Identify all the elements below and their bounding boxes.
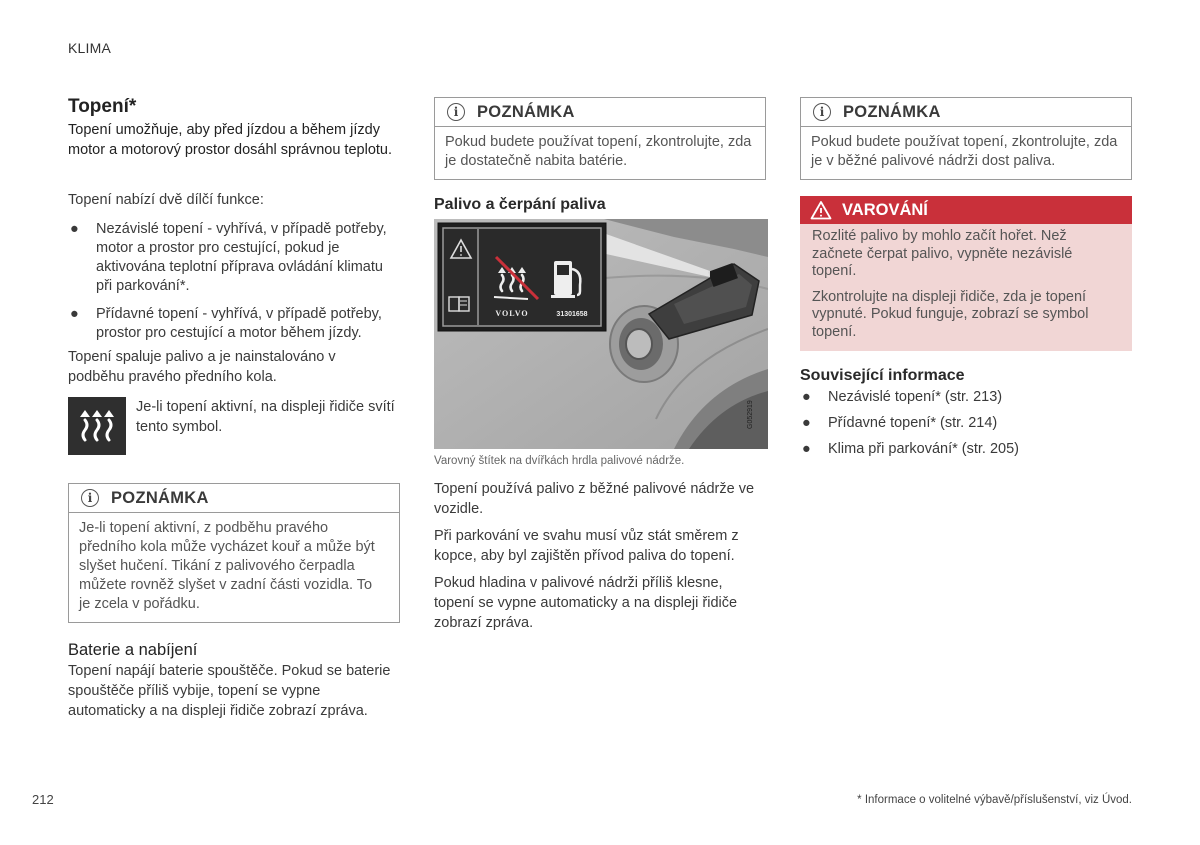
- footnote: * Informace o volitelné výbavě/příslušenství, viz Úvod.: [857, 794, 1132, 806]
- list-item: ● Nezávislé topení - vyhřívá, v případě potřeby, motor a prostor pro cestující, pokud je aktivována teplotní příprava ovládání klimatu při parkování*.: [70, 221, 387, 294]
- bullet-icon: ●: [70, 306, 79, 322]
- symbol-description: Je-li topení aktivní, na displeji řidiče svítí tento symbol.: [136, 399, 395, 435]
- intro-paragraph: Topení nabízí dvě dílčí funkce:: [68, 192, 264, 208]
- body-paragraph: Pokud hladina v palivové nádrži příliš klesne, topení se vypne automaticky a na displeji řidiče zobrazí zpráva.: [434, 575, 738, 631]
- related-link[interactable]: ● Nezávislé topení* (str. 213): [802, 389, 1003, 405]
- related-heading: Související informace: [800, 367, 965, 384]
- heater-symbol-icon: [68, 397, 126, 455]
- bullet-icon: ●: [802, 389, 811, 405]
- page-title: Topení*: [68, 96, 137, 117]
- lead-paragraph: Topení umožňuje, aby před jízdou a během jízdy motor a motorový prostor dosáhl správnou teplotu.: [68, 122, 392, 158]
- list-item: ● Přídavné topení - vyhřívá, v případě potřeby, prostor pro cestující a motor během jízdy.: [70, 306, 382, 341]
- fuel-door-image: [434, 219, 768, 449]
- warning-title: VAROVÁNÍ: [842, 200, 928, 219]
- image-caption: Varovný štítek na dvířkách hrdla palivové nádrže.: [434, 455, 685, 467]
- warning-box: [800, 196, 1132, 351]
- body-paragraph: Topení používá palivo z běžné palivové nádrže ve vozidle.: [434, 481, 755, 517]
- info-icon: i: [81, 489, 99, 507]
- page-number: 212: [32, 792, 54, 807]
- fuel-heading: Palivo a čerpání paliva: [434, 196, 606, 213]
- bullet-icon: ●: [802, 415, 811, 431]
- part-number-text: 31301658: [556, 311, 588, 318]
- related-list: [800, 387, 1132, 459]
- note-header: [801, 98, 1131, 127]
- bullet-icon: ●: [70, 221, 79, 237]
- note-body: Je-li topení aktivní, z podběhu pravého předního kola může vycházet kouř a může být slyšet hučení. Tikání z palivového čerpadla můžete rovněž slyšet v zadní části vozidla. To je zcela v pořádku.: [79, 520, 375, 612]
- note-title: POZNÁMKA: [843, 102, 941, 121]
- battery-heading: Baterie a nabíjení: [68, 641, 198, 659]
- info-icon: i: [813, 103, 831, 121]
- warning-paragraph: Rozlité palivo by mohlo začít hořet. Než začnete čerpat palivo, vypněte nezávislé topení.: [812, 228, 1073, 279]
- section-header: KLIMA: [68, 40, 112, 56]
- note-header: [435, 98, 765, 127]
- function-list: [68, 220, 402, 343]
- note-title: POZNÁMKA: [111, 488, 209, 507]
- note-box: [800, 97, 1132, 180]
- body-paragraph: Při parkování ve svahu musí vůz stát směrem z kopce, aby byl zajištěn přívod paliva do topení.: [434, 528, 739, 564]
- note-header: [69, 484, 399, 513]
- related-link[interactable]: ● Přídavné topení* (str. 214): [802, 415, 998, 431]
- fuel-paragraph: Topení spaluje palivo a je nainstalováno v podběhu pravého předního kola.: [68, 349, 336, 385]
- note-title: POZNÁMKA: [477, 102, 575, 121]
- volvo-label-text: VOLVO: [495, 309, 529, 318]
- battery-paragraph: Topení napájí baterie spouštěče. Pokud se baterie spouštěče příliš vybije, topení se vypne automaticky a na displeji řidiče zobrazí zpráva.: [68, 663, 391, 719]
- related-link[interactable]: ● Klima při parkování* (str. 205): [802, 441, 1019, 457]
- note-body: Pokud budete používat topení, zkontrolujte, zda je dostatečně nabita batérie.: [445, 134, 752, 169]
- bullet-icon: ●: [802, 441, 811, 457]
- note-box: [68, 483, 400, 623]
- info-icon: i: [447, 103, 465, 121]
- image-code-text: G052919: [747, 400, 754, 429]
- note-box: [434, 97, 766, 180]
- warning-triangle-icon: [810, 200, 832, 220]
- warning-header: [800, 196, 1132, 224]
- warning-body: [800, 224, 1132, 351]
- warning-paragraph: Zkontrolujte na displeji řidiče, zda je topení vypnuté. Pokud funguje, zobrazí se symbol topení.: [812, 288, 1089, 340]
- note-body: Pokud budete používat topení, zkontrolujte, zda je v běžné palivové nádrži dost paliva.: [811, 134, 1118, 169]
